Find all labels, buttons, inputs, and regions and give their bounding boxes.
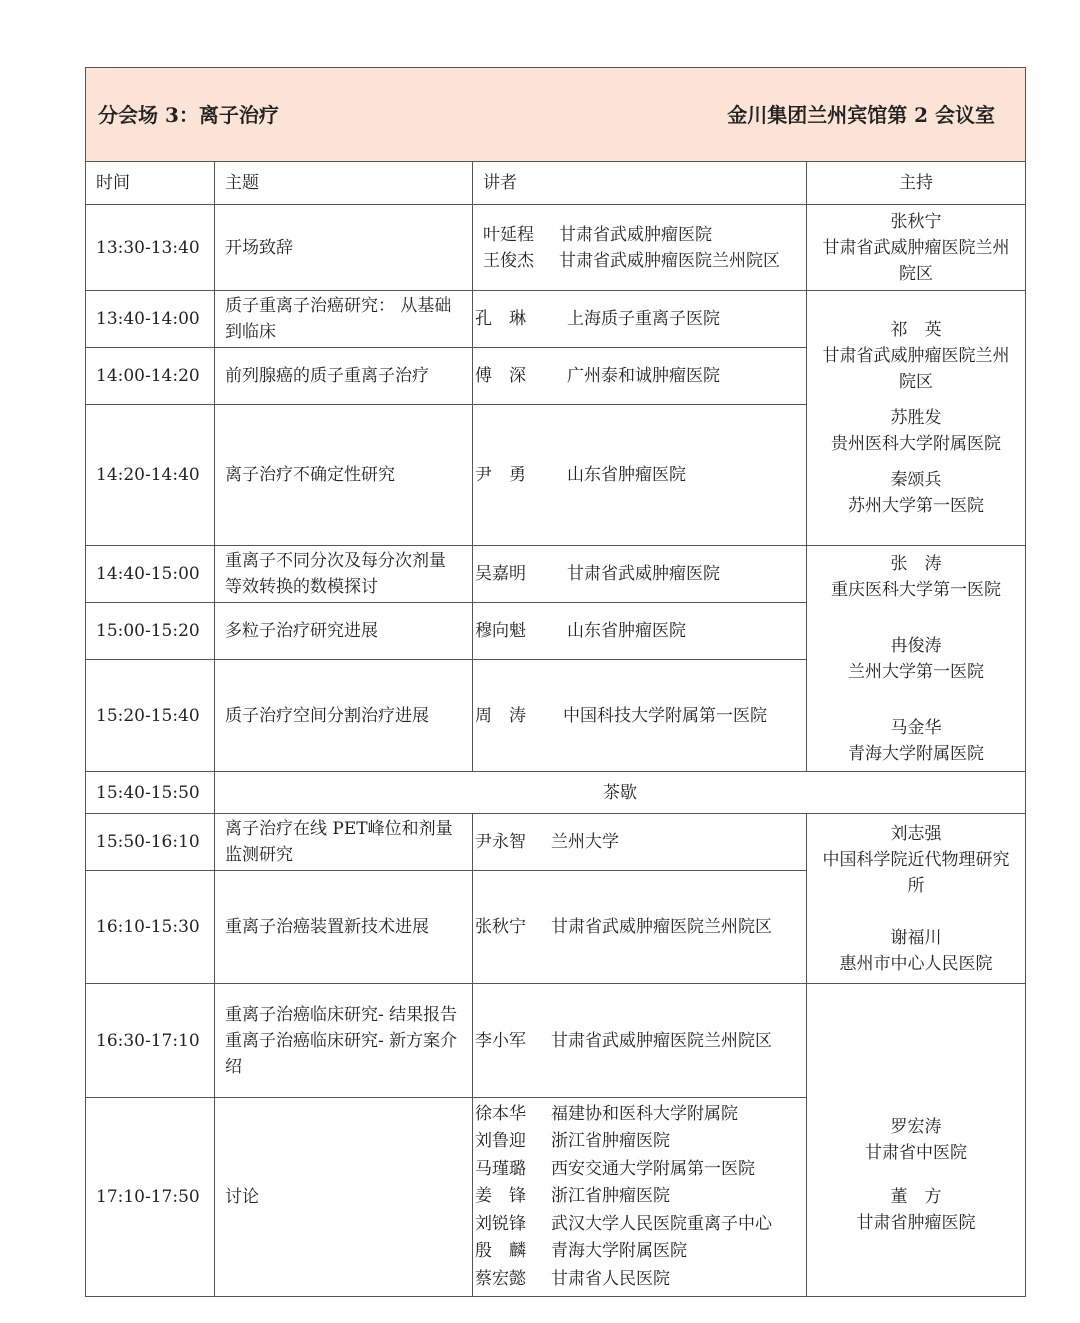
speaker-org: 中国科技大学附属第一医院 <box>563 705 767 726</box>
topic-line: 重离子治癌临床研究- 结果报告 <box>225 1004 458 1025</box>
time-cell: 14:40-15:00 <box>86 546 215 603</box>
host-entry <box>817 715 1015 767</box>
time-cell: 17:10-17:50 <box>86 1098 215 1297</box>
topic-cell: 重离子不同分次及每分次剂量等效转换的数模探讨 <box>215 546 473 603</box>
speaker-org: 甘肃省人民医院 <box>551 1268 670 1289</box>
speaker-org: 青海大学附属医院 <box>551 1241 687 1262</box>
speaker-cell <box>473 546 807 603</box>
topic-cell <box>215 984 473 1098</box>
host-cell <box>807 984 1026 1297</box>
speaker-name: 王俊杰 <box>483 250 534 271</box>
host-name: 祁 英 <box>890 320 942 340</box>
host-entry <box>817 405 1015 457</box>
break-cell: 茶歇 <box>215 772 1026 814</box>
speaker-cell <box>473 405 807 546</box>
speaker-name: 马瑾璐 <box>475 1158 526 1179</box>
topic-cell: 开场致辞 <box>215 205 473 291</box>
speaker-name: 叶延程 <box>483 224 534 245</box>
speaker-entry <box>475 1128 804 1156</box>
speaker-entry <box>475 1101 804 1129</box>
speaker-cell <box>473 1098 807 1297</box>
host-cell <box>807 291 1026 546</box>
speaker-org: 武汉大学人民医院重离子中心 <box>551 1213 772 1234</box>
host-name: 张 涛 <box>890 553 942 574</box>
host-entry <box>817 821 1015 899</box>
host-org: 惠州市中心人民医院 <box>839 953 993 974</box>
speaker-name: 吴嘉明 <box>475 564 526 584</box>
host-name: 苏胜发 <box>890 408 942 428</box>
speaker-cell <box>473 660 807 772</box>
speaker-org: 甘肃省武威肿瘤医院兰州院区 <box>551 917 772 937</box>
speaker-org: 甘肃省武威肿瘤医院兰州院区 <box>559 250 780 271</box>
host-org: 甘肃省中医院 <box>865 1143 968 1163</box>
time-cell: 13:30-13:40 <box>86 205 215 291</box>
host-cell <box>807 205 1026 291</box>
speaker-entry <box>483 222 796 248</box>
host-entry <box>817 467 1015 519</box>
speaker-name: 姜 锋 <box>475 1186 526 1207</box>
host-org: 苏州大学第一医院 <box>848 496 985 516</box>
topic-cell: 讨论 <box>215 1098 473 1297</box>
topic-line: 重离子治癌临床研究- 新方案介绍 <box>225 1030 458 1077</box>
col-header-time: 时间 <box>86 162 215 205</box>
speaker-org: 兰州大学 <box>551 832 619 852</box>
speaker-name: 周 涛 <box>475 705 526 726</box>
host-name: 秦颂兵 <box>890 470 942 490</box>
host-entry <box>817 925 1015 977</box>
table-row <box>86 546 1026 603</box>
topic-cell: 多粒子治疗研究进展 <box>215 603 473 660</box>
speaker-cell <box>473 603 807 660</box>
time-cell: 16:30-17:10 <box>86 984 215 1098</box>
speaker-name: 李小军 <box>475 1030 526 1051</box>
speaker-name: 尹永智 <box>475 832 526 852</box>
time-cell: 14:00-14:20 <box>86 348 215 405</box>
header-row <box>86 68 1026 162</box>
host-org: 兰州大学第一医院 <box>848 661 985 682</box>
speaker-entry <box>475 1211 804 1239</box>
time-cell: 13:40-14:00 <box>86 291 215 348</box>
host-entry <box>817 1184 1015 1236</box>
table-row <box>86 772 1026 814</box>
table-row <box>86 291 1026 348</box>
venue-label: 金川集团兰州宾馆第 2 会议室 <box>727 102 996 127</box>
host-name: 冉俊涛 <box>890 635 942 656</box>
table-row <box>86 814 1026 871</box>
schedule-sheet <box>85 67 1025 1297</box>
col-header-topic: 主题 <box>215 162 473 205</box>
speaker-entry <box>475 618 804 644</box>
speaker-entry <box>475 462 804 488</box>
speaker-name: 穆向魁 <box>475 621 526 641</box>
speaker-name: 孔 琳 <box>475 309 526 329</box>
speaker-entry <box>475 829 804 855</box>
host-cell <box>807 546 1026 772</box>
speaker-org: 浙江省肿瘤医院 <box>551 1131 670 1152</box>
time-cell: 15:20-15:40 <box>86 660 215 772</box>
host-name: 谢福川 <box>890 927 942 948</box>
time-cell: 15:40-15:50 <box>86 772 215 814</box>
time-cell: 15:00-15:20 <box>86 603 215 660</box>
col-header-host: 主持 <box>807 162 1026 205</box>
time-cell: 16:10-15:30 <box>86 871 215 984</box>
topic-cell: 质子治疗空间分割治疗进展 <box>215 660 473 772</box>
speaker-name: 傅 深 <box>475 366 526 386</box>
speaker-entry <box>483 248 796 274</box>
topic-cell: 离子治疗不确定性研究 <box>215 405 473 546</box>
host-name: 董 方 <box>890 1187 942 1207</box>
topic-cell: 质子重离子治癌研究： 从基础到临床 <box>215 291 473 348</box>
topic-cell: 重离子治癌装置新技术进展 <box>215 871 473 984</box>
host-org: 贵州医科大学附属医院 <box>831 434 1002 454</box>
speaker-entry <box>475 703 804 729</box>
speaker-org: 甘肃省武威肿瘤医院兰州院区 <box>551 1030 772 1051</box>
speaker-org: 甘肃省武威肿瘤医院 <box>567 564 720 584</box>
speaker-name: 张秋宁 <box>475 917 526 937</box>
speaker-org: 甘肃省武威肿瘤医院 <box>559 224 712 245</box>
speaker-name: 尹 勇 <box>475 465 526 485</box>
table-row <box>86 984 1026 1098</box>
speaker-name: 殷 麟 <box>475 1241 526 1262</box>
speaker-name: 刘锐锋 <box>475 1213 526 1234</box>
topic-cell: 离子治疗在线 PET峰位和剂量监测研究 <box>215 814 473 871</box>
speaker-org: 山东省肿瘤医院 <box>567 621 686 641</box>
speaker-cell <box>473 814 807 871</box>
session-header <box>86 68 1026 162</box>
speaker-name: 徐本华 <box>475 1103 526 1124</box>
col-header-speaker: 讲者 <box>473 162 807 205</box>
speaker-entry <box>475 914 804 940</box>
speaker-entry <box>475 306 804 332</box>
speaker-org: 浙江省肿瘤医院 <box>551 1186 670 1207</box>
speaker-org: 广州泰和诚肿瘤医院 <box>567 366 720 386</box>
speaker-cell <box>473 984 807 1098</box>
host-org: 青海大学附属医院 <box>848 743 985 764</box>
host-name: 罗宏涛 <box>890 1117 942 1137</box>
schedule-table <box>85 67 1026 1297</box>
host-org: 重庆医科大学第一医院 <box>831 579 1002 600</box>
host-name: 张秋宁 <box>890 211 942 232</box>
speaker-entry <box>475 363 804 389</box>
host-org: 甘肃省武威肿瘤医院兰州院区 <box>822 346 1010 392</box>
host-entry <box>817 317 1015 395</box>
table-row <box>86 205 1026 291</box>
speaker-cell <box>473 871 807 984</box>
topic-cell: 前列腺癌的质子重离子治疗 <box>215 348 473 405</box>
session-title: 分会场 3：离子治疗 <box>98 102 279 127</box>
speaker-org: 山东省肿瘤医院 <box>567 465 686 485</box>
speaker-entry <box>475 1238 804 1266</box>
speaker-cell <box>473 348 807 405</box>
speaker-entry <box>475 1028 804 1054</box>
speaker-cell <box>473 205 807 291</box>
host-cell <box>807 814 1026 984</box>
host-org: 甘肃省肿瘤医院 <box>856 1213 976 1233</box>
speaker-entry <box>475 1183 804 1211</box>
host-org: 中国科学院近代物理研究所 <box>822 849 1010 896</box>
host-entry <box>817 633 1015 685</box>
speaker-entry <box>475 1266 804 1294</box>
speaker-name: 蔡宏懿 <box>475 1268 526 1289</box>
column-header-row <box>86 162 1026 205</box>
speaker-org: 福建协和医科大学附属院 <box>551 1103 738 1124</box>
time-cell: 14:20-14:40 <box>86 405 215 546</box>
time-cell: 15:50-16:10 <box>86 814 215 871</box>
speaker-org: 西安交通大学附属第一医院 <box>551 1158 755 1179</box>
host-name: 马金华 <box>890 717 942 738</box>
host-name: 刘志强 <box>890 823 942 844</box>
host-entry <box>817 551 1015 603</box>
speaker-entry <box>475 561 804 587</box>
speaker-org: 上海质子重离子医院 <box>567 309 720 329</box>
host-entry <box>817 1114 1015 1166</box>
speaker-entry <box>475 1156 804 1184</box>
speaker-cell <box>473 291 807 348</box>
speaker-name: 刘鲁迎 <box>475 1131 526 1152</box>
host-org: 甘肃省武威肿瘤医院兰州院区 <box>822 237 1010 284</box>
